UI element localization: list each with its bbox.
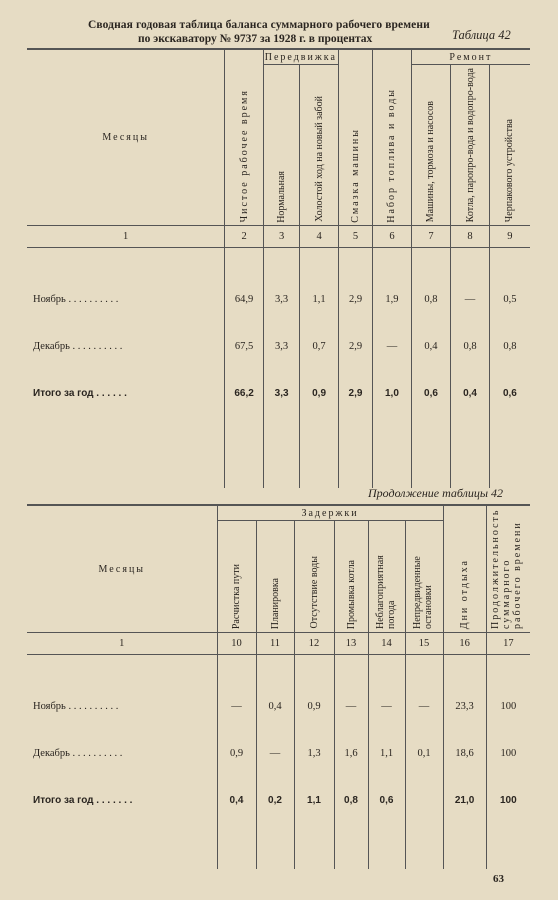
col-header-12: Отсутствие воды <box>294 521 334 633</box>
column-numbers-row: 1 2 3 4 5 6 7 8 9 <box>27 226 530 248</box>
table-row: Декабрь . . . . . . . . . . 0,9 — 1,3 1,6 1,1 0,1 18,6 100 <box>27 729 530 779</box>
table-row-total: Итого за год . . . . . . 66,2 3,3 0,9 2,9 1,0 0,6 0,4 0,6 <box>27 372 530 416</box>
group-header-peredvizhka: Передвижка <box>263 49 338 65</box>
col-header-4: Холостой ход на новый забой <box>300 65 339 226</box>
col-header-14: Неблагоприятная погода <box>368 521 405 633</box>
continuation-label: Продолжение таблицы 42 <box>368 486 504 500</box>
col-header-6: Набор топлива и воды <box>373 49 412 226</box>
table-title-line2: по экскаватору № 9737 за 1928 г. в процентах <box>138 33 373 45</box>
balance-table-part2 <box>27 504 530 869</box>
col-header-16: Дни отдыха <box>443 505 486 633</box>
group-header-zaderzhki: Задержки <box>217 505 443 521</box>
table-row: Ноябрь . . . . . . . . . . — 0,4 0,9 — — — 23,3 100 <box>27 685 530 729</box>
column-numbers-row-2: 1 10 11 12 13 14 15 16 17 <box>27 633 530 655</box>
months-header-2: Месяцы <box>98 563 146 575</box>
group-header-remont: Ремонт <box>411 49 530 65</box>
table-title-line1: Сводная годовая таблица баланса суммарного рабочего времени <box>88 19 430 31</box>
balance-table-part1 <box>27 48 530 488</box>
table-row: Ноябрь . . . . . . . . . . 64,9 3,3 1,1 2,9 1,9 0,8 — 0,5 <box>27 278 530 322</box>
table-number: Таблица 42 <box>452 28 511 42</box>
col-header-2: Чистое рабочее время <box>225 49 264 226</box>
col-header-8: Котла, паропро-вода и водопро-вода <box>451 65 490 226</box>
col-header-7: Машины, тормоза и насосов <box>411 65 451 226</box>
months-header: Месяцы <box>102 132 149 144</box>
table-row: Декабрь . . . . . . . . . . 67,5 3,3 0,7 2,9 — 0,4 0,8 0,8 <box>27 322 530 372</box>
col-header-10: Расчистка пути <box>217 521 256 633</box>
page-number: 63 <box>493 873 504 885</box>
col-header-13: Промывка котла <box>334 521 368 633</box>
table-row-total: Итого за год . . . . . . . 0,4 0,2 1,1 0,8 0,6 21,0 100 <box>27 779 530 823</box>
col-header-15: Непредвиденные остановки <box>405 521 443 633</box>
col-header-3: Нормальная <box>263 65 299 226</box>
col-header-5: Смазка машины <box>338 49 372 226</box>
col-header-11: Планировка <box>256 521 294 633</box>
col-header-17: Продолжительность суммарного рабочего времени <box>486 505 530 633</box>
col-header-9: Черпакового устройства <box>489 65 530 226</box>
